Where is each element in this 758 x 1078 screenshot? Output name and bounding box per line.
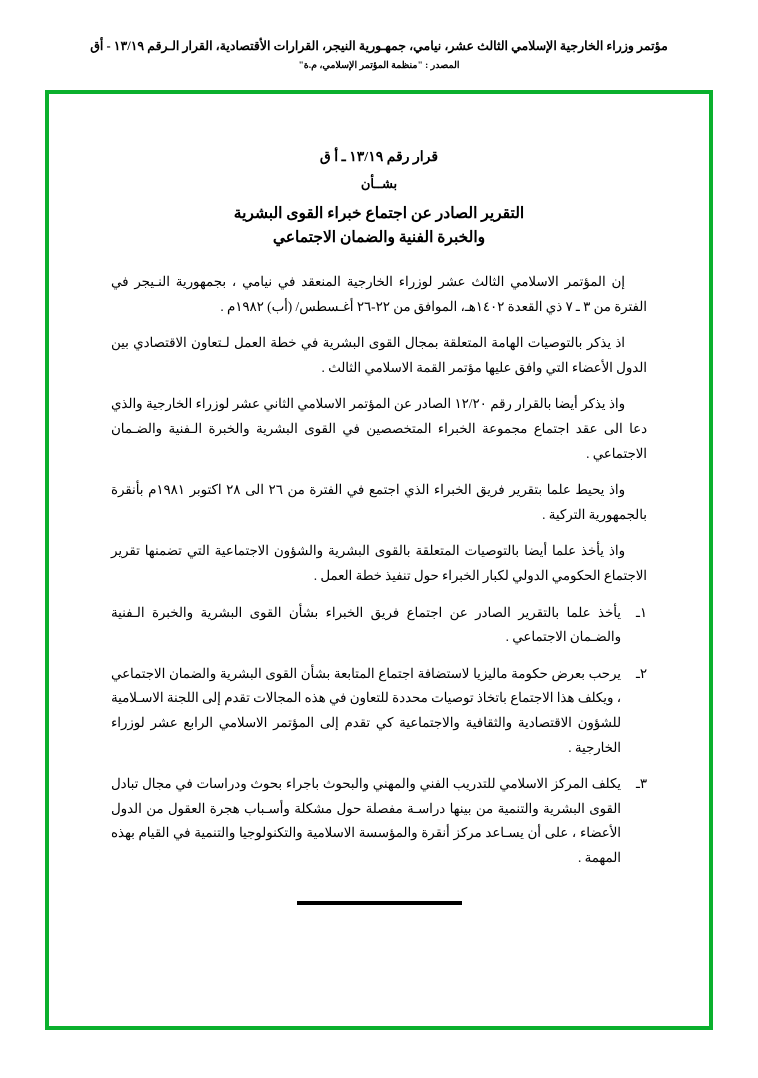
list-item-text: يأخذ علما بالتقرير الصادر عن اجتماع فريق الخبراء بشأن القوى البشرية والخبرة الـفنية والضـمان الاجتماعي . [111, 604, 621, 645]
resolution-title-line-2: والخبرة الفنية والضمان الاجتماعي [272, 229, 486, 247]
list-item [111, 662, 647, 760]
list-item [111, 601, 647, 650]
resolution-title-line-1: التقرير الصادر عن اجتماع خبراء القوى البشرية [233, 205, 525, 222]
list-item-number: ٢ـ [635, 665, 647, 681]
preamble-paragraph: واذ يأخذ علما أيضا بالتوصيات المتعلقة بالقوى البشرية والشؤون الاجتماعية التي تضمنها تقرير الاجتماع الحكومي الدولي لكبار الخبراء حول تنفيذ خطة العمل . [111, 543, 647, 583]
green-border-frame [45, 90, 713, 1030]
header-title: مؤتمر وزراء الخارجية الإسلامي الثالث عشر، نيامي، جمهـورية النيجر، القرارات الأقتصادية، القرار الـرقم ١٣/١٩ - أق [90, 39, 668, 53]
list-item [111, 772, 647, 870]
list-item-number: ١ـ [635, 604, 647, 620]
header-source: المصدر : "منظمة المؤتمر الإسلامي، م.ة" [298, 61, 460, 72]
end-of-document-rule [297, 901, 462, 905]
preamble-paragraph: اذ يذكر بالتوصيات الهامة المتعلقة بمجال القوى البشرية في خطة العمل لـتعاون الاقتصادي بين الدول الأعضاء التي وافق عليها مؤتمر القمة الاسلامي الثالث . [111, 335, 647, 375]
list-item-text: يكلف المركز الاسلامي للتدريب الفني والمهني والبحوث باجراء بحوث ودراسات في مجال تبادل القوى البشرية والتنمية من بينها دراسـة مفصلة حول مشكلة وأسـباب هجرة العقول من الدول الأعضاء ، على أن يسـاعد مركز أنقرة والمؤسسة الاسلامية والتكنولوجيا والتنمية في القيام بهذه المهمة . [111, 776, 621, 865]
list-item-number: ٣ـ [635, 776, 647, 792]
resolution-number: قرار رقم ١٣/١٩ ـ أ ق [319, 150, 439, 165]
document-header [0, 38, 758, 71]
resolution-about-label: بشــأن [360, 176, 398, 191]
resolution-title [111, 202, 647, 250]
list-item-text: يرحب بعرض حكومة ماليزيا لاستضافة اجتماع المتابعة بشأن القوى البشرية والضمان الاجتماعي ، ويكلف هذا الاجتماع باتخاذ توصيات محددة للتعاون في هذه المجالات تقدم إلى اللجنة الاسـلامية للشؤون الاقتصادية والثقافية والاجتماعية كي تقدم إلى المؤتمر الاسلامي الرابع عشر لوزراء الخارجية . [111, 665, 621, 755]
preamble-paragraph: واذ يذكر أيضا بالقرار رقم ١٢/٢٠ الصادر عن المؤتمر الاسلامي الثاني عشر لوزراء الخارجية والذي دعا الى عقد اجتماع مجموعة الخبراء المتخصصين في القوى البشرية والخبرة الـفنية والضـمان الاجتماعي . [111, 396, 647, 461]
preamble-paragraph: واذ يحيط علما بتقرير فريق الخبراء الذي اجتمع في الفترة من ٢٦ الى ٢٨ اكتوبر ١٩٨١م بأنقرة بالجمهورية التركية . [111, 482, 647, 522]
document-body [49, 94, 709, 1026]
preamble-paragraph: إن المؤتمر الاسلامي الثالث عشر لوزراء الخارجية المنعقد في نيامي ، بجمهورية النـيجر في الفترة من ٣ ـ ٧ ذي القعدة ١٤٠٢هـ، الموافق من ٢٢-٢٦ أغـسطس/ (أب) ١٩٨٢م . [111, 274, 647, 314]
